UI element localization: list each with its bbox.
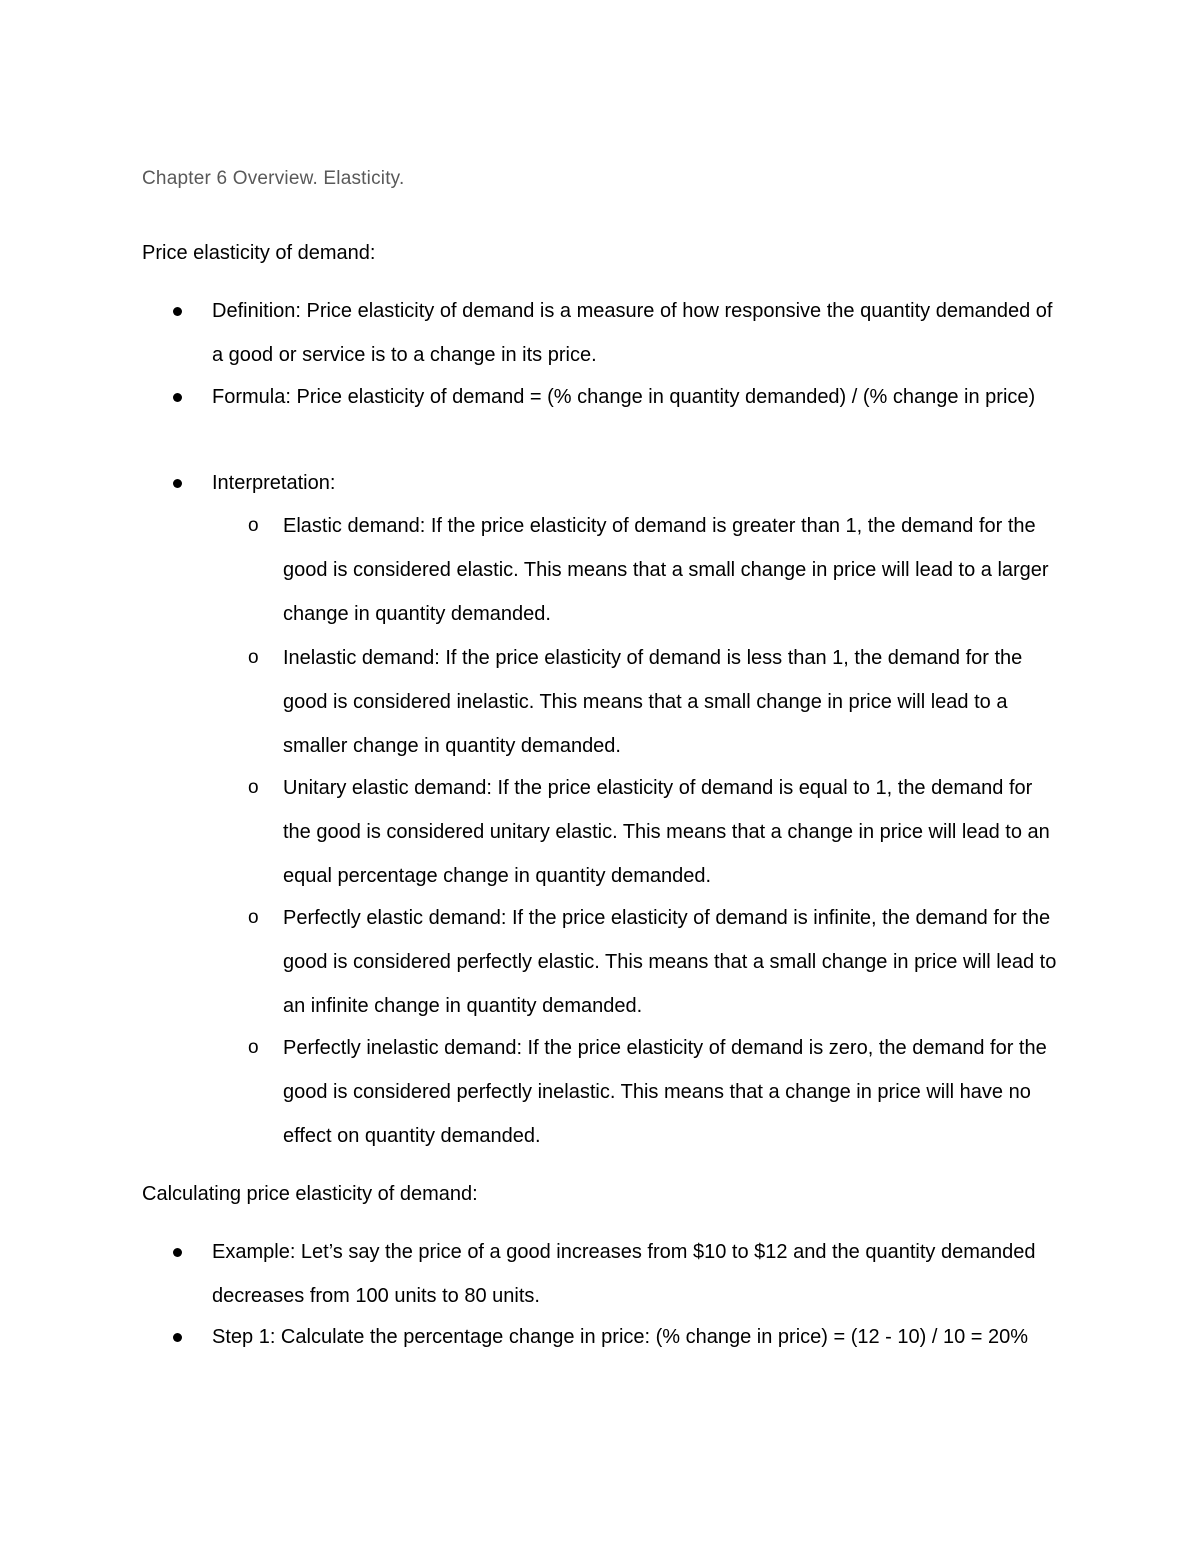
bullet-dot-icon	[173, 393, 182, 402]
bullet-definition-text: Definition: Price elasticity of demand is a measure of how responsive the quantity demanded of a good or service is to a change in its price.	[212, 300, 1053, 366]
bullet-interpretation-text: Interpretation:	[212, 472, 336, 494]
section-heading-calculating: Calculating price elasticity of demand:	[142, 1183, 478, 1205]
bullet-formula	[212, 376, 1062, 420]
section-heading-price-elasticity: Price elasticity of demand:	[142, 242, 376, 264]
sub-item-perfectly-elastic-text: Perfectly elastic demand: If the price elasticity of demand is infinite, the demand for the good is considered perfectly elastic. This means that a small change in price will lead to an infinite change in quantity demanded.	[283, 907, 1057, 1017]
sub-item-perfectly-elastic	[248, 896, 1058, 1028]
sub-item-inelastic	[248, 636, 1058, 768]
bullet-step-1-text: Step 1: Calculate the percentage change in price: (% change in price) = (12 - 10) / 10 = 20%	[212, 1326, 1029, 1348]
bullet-dot-icon	[173, 307, 182, 316]
circle-bullet-icon: o	[248, 777, 259, 798]
sub-item-perfectly-inelastic	[248, 1026, 1058, 1158]
bullet-dot-icon	[173, 1333, 182, 1342]
bullet-dot-icon	[173, 479, 182, 488]
bullet-example	[212, 1231, 1062, 1318]
circle-bullet-icon: o	[248, 515, 259, 536]
sub-item-unitary	[248, 766, 1058, 898]
sub-item-unitary-text: Unitary elastic demand: If the price elasticity of demand is equal to 1, the demand for the good is considered unitary elastic. This means that a change in price will lead to an equal percentage change in quantity demanded.	[283, 777, 1050, 887]
circle-bullet-icon: o	[248, 1037, 259, 1058]
sub-item-elastic-text: Elastic demand: If the price elasticity of demand is greater than 1, the demand for the good is considered elastic. This means that a small change in price will lead to a larger change in quantity demanded.	[283, 515, 1049, 625]
sub-item-inelastic-text: Inelastic demand: If the price elasticity of demand is less than 1, the demand for the good is considered inelastic. This means that a small change in price will lead to a smaller change in quantity demanded.	[283, 647, 1023, 757]
sub-item-elastic	[248, 504, 1058, 636]
bullet-step-1	[212, 1316, 1062, 1360]
bullet-formula-text: Formula: Price elasticity of demand = (% change in quantity demanded) / (% change in price)	[212, 386, 1036, 408]
bullet-dot-icon	[173, 1248, 182, 1257]
bullet-example-text: Example: Let’s say the price of a good increases from $10 to $12 and the quantity demanded decreases from 100 units to 80 units.	[212, 1241, 1036, 1307]
circle-bullet-icon: o	[248, 907, 259, 928]
bullet-interpretation	[212, 462, 1062, 506]
chapter-title: Chapter 6 Overview. Elasticity.	[142, 168, 405, 189]
circle-bullet-icon: o	[248, 647, 259, 668]
sub-item-perfectly-inelastic-text: Perfectly inelastic demand: If the price elasticity of demand is zero, the demand for the good is considered perfectly inelastic. This means that a change in price will have no effect on quantity demanded.	[283, 1037, 1047, 1147]
bullet-definition	[212, 290, 1062, 377]
